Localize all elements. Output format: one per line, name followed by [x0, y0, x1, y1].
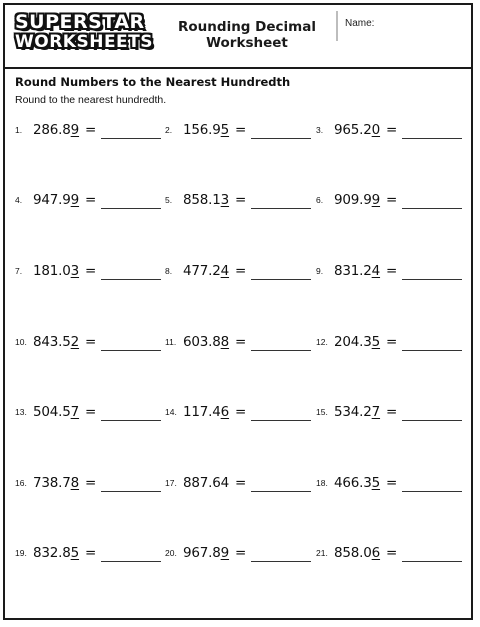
problem-number: 10.: [15, 337, 27, 347]
problem-value: [334, 475, 380, 491]
answer-blank[interactable]: [251, 279, 311, 280]
problem-value-digits: 909.9: [334, 192, 372, 208]
section-title: Round Numbers to the Nearest Hundredth: [15, 75, 291, 89]
problem-value: [183, 334, 229, 350]
problem-value: [183, 475, 229, 491]
equals-sign: =: [85, 334, 97, 350]
problem-number: 19.: [15, 548, 27, 558]
problem-number: 15.: [316, 407, 328, 417]
equals-sign: =: [235, 545, 247, 561]
answer-blank[interactable]: [402, 208, 462, 209]
title-line-1: Rounding Decimal: [178, 19, 316, 35]
problem-value-underlined-digit: 9: [70, 122, 80, 138]
answer-blank[interactable]: [402, 138, 462, 139]
problem-item: [316, 122, 466, 144]
problem-value-underlined-digit: 7: [70, 404, 80, 420]
problem-number: 18.: [316, 478, 328, 488]
problem-number: 4.: [15, 195, 23, 205]
problem-value-underlined-digit: 5: [220, 122, 230, 138]
name-field-label: Name:: [345, 18, 375, 29]
answer-blank[interactable]: [402, 420, 462, 421]
problem-value-digits: 965.2: [334, 122, 372, 138]
answer-blank[interactable]: [101, 491, 161, 492]
problem-item: [316, 192, 466, 214]
problem-item: [15, 404, 165, 426]
problem-number: 6.: [316, 195, 324, 205]
problem-value: [33, 122, 79, 138]
answer-blank[interactable]: [101, 138, 161, 139]
name-divider: [336, 11, 338, 41]
problem-value-underlined-digit: 4: [220, 263, 230, 279]
problem-number: 17.: [165, 478, 177, 488]
problem-value-digits: 858.0: [334, 545, 372, 561]
equals-sign: =: [85, 122, 97, 138]
problem-item: [316, 334, 466, 356]
problem-item: [165, 192, 315, 214]
problem-item: [15, 263, 165, 285]
answer-blank[interactable]: [251, 350, 311, 351]
worksheet-page: [3, 3, 473, 620]
logo-line-top: SUPERSTAR: [15, 11, 145, 33]
problem-number: 3.: [316, 125, 324, 135]
problem-value-digits: 738.7: [33, 475, 71, 491]
equals-sign: =: [386, 192, 398, 208]
problem-number: 9.: [316, 266, 324, 276]
problem-value-underlined-digit: 2: [70, 334, 80, 350]
problem-number: 21.: [316, 548, 328, 558]
equals-sign: =: [386, 334, 398, 350]
equals-sign: =: [85, 545, 97, 561]
problem-value-digits: 947.9: [33, 192, 71, 208]
problem-number: 16.: [15, 478, 27, 488]
problem-value-underlined-digit: 9: [70, 192, 80, 208]
problem-item: [15, 475, 165, 497]
problem-value-digits: 466.3: [334, 475, 372, 491]
equals-sign: =: [386, 404, 398, 420]
problem-value-underlined-digit: 9: [220, 545, 230, 561]
problem-value: [33, 263, 79, 279]
problem-value: [183, 404, 229, 420]
problem-value-underlined-digit: 8: [220, 334, 230, 350]
problem-item: [15, 334, 165, 356]
problem-number: 1.: [15, 125, 23, 135]
problem-item: [165, 545, 315, 567]
problem-number: 7.: [15, 266, 23, 276]
problem-item: [316, 475, 466, 497]
answer-blank[interactable]: [402, 561, 462, 562]
problem-item: [15, 545, 165, 567]
problem-value-underlined-digit: 7: [371, 404, 381, 420]
problem-value-digits: 286.8: [33, 122, 71, 138]
problem-value-digits: 832.8: [33, 545, 71, 561]
answer-blank[interactable]: [101, 561, 161, 562]
problem-number: 8.: [165, 266, 173, 276]
problem-value-underlined-digit: 0: [371, 122, 381, 138]
problem-item: [165, 122, 315, 144]
answer-blank[interactable]: [251, 208, 311, 209]
problem-value-digits: 603.8: [183, 334, 221, 350]
problem-value: [33, 334, 79, 350]
equals-sign: =: [235, 475, 247, 491]
equals-sign: =: [386, 263, 398, 279]
problem-value: [334, 192, 380, 208]
equals-sign: =: [85, 263, 97, 279]
problem-number: 11.: [165, 337, 177, 347]
answer-blank[interactable]: [251, 138, 311, 139]
problem-value: [334, 263, 380, 279]
title-line-2: Worksheet: [206, 35, 288, 51]
problem-value-underlined-digit: 5: [371, 334, 381, 350]
problem-item: [15, 122, 165, 144]
equals-sign: =: [85, 475, 97, 491]
answer-blank[interactable]: [402, 279, 462, 280]
problem-value-underlined-digit: 3: [70, 263, 80, 279]
problem-item: [316, 404, 466, 426]
equals-sign: =: [386, 475, 398, 491]
problem-number: 14.: [165, 407, 177, 417]
problem-item: [165, 334, 315, 356]
problem-value: [183, 192, 229, 208]
problem-value-digits: 843.5: [33, 334, 71, 350]
problem-item: [316, 545, 466, 567]
problem-value-digits: 967.8: [183, 545, 221, 561]
problem-value-digits: 887.64: [183, 475, 230, 491]
equals-sign: =: [235, 192, 247, 208]
problem-number: 5.: [165, 195, 173, 205]
problem-value-underlined-digit: 6: [220, 404, 230, 420]
equals-sign: =: [85, 404, 97, 420]
problem-item: [165, 475, 315, 497]
problem-value-digits: 504.5: [33, 404, 71, 420]
header-divider: [5, 67, 471, 69]
problem-value: [33, 545, 79, 561]
problem-number: 2.: [165, 125, 173, 135]
problem-number: 12.: [316, 337, 328, 347]
problem-value: [334, 122, 380, 138]
problem-value: [183, 122, 229, 138]
problem-value-underlined-digit: 6: [371, 545, 381, 561]
equals-sign: =: [235, 122, 247, 138]
problem-value-digits: 117.4: [183, 404, 221, 420]
problem-number: 13.: [15, 407, 27, 417]
answer-blank[interactable]: [101, 350, 161, 351]
superstar-worksheets-logo: [15, 13, 160, 51]
worksheet-title: [172, 19, 322, 51]
answer-blank[interactable]: [251, 491, 311, 492]
problem-value: [334, 404, 380, 420]
problem-value-digits: 181.0: [33, 263, 71, 279]
problem-value: [334, 545, 380, 561]
problem-value-underlined-digit: 4: [371, 263, 381, 279]
problem-value-underlined-digit: 5: [371, 475, 381, 491]
problem-value-underlined-digit: 3: [220, 192, 230, 208]
answer-blank[interactable]: [251, 420, 311, 421]
answer-blank[interactable]: [101, 420, 161, 421]
problem-value: [33, 404, 79, 420]
problem-value-underlined-digit: 9: [371, 192, 381, 208]
equals-sign: =: [85, 192, 97, 208]
problem-value: [183, 545, 229, 561]
problem-value: [183, 263, 229, 279]
problem-number: 20.: [165, 548, 177, 558]
answer-blank[interactable]: [251, 561, 311, 562]
equals-sign: =: [386, 122, 398, 138]
equals-sign: =: [235, 404, 247, 420]
worksheet-header: [5, 5, 471, 67]
problem-item: [15, 192, 165, 214]
problem-item: [165, 404, 315, 426]
logo-line-bottom: WORKSHEETS: [15, 32, 154, 52]
answer-blank[interactable]: [101, 208, 161, 209]
equals-sign: =: [235, 334, 247, 350]
instructions: Round to the nearest hundredth.: [15, 94, 167, 106]
problem-value-digits: 204.3: [334, 334, 372, 350]
problem-value-underlined-digit: 8: [70, 475, 80, 491]
problem-value: [33, 192, 79, 208]
problem-value: [33, 475, 79, 491]
equals-sign: =: [235, 263, 247, 279]
answer-blank[interactable]: [402, 350, 462, 351]
problem-value-digits: 831.2: [334, 263, 372, 279]
problem-value-digits: 477.2: [183, 263, 221, 279]
problem-value-underlined-digit: 5: [70, 545, 80, 561]
equals-sign: =: [386, 545, 398, 561]
problem-value-digits: 156.9: [183, 122, 221, 138]
answer-blank[interactable]: [101, 279, 161, 280]
problem-value-digits: 858.1: [183, 192, 221, 208]
problem-value: [334, 334, 380, 350]
problem-item: [165, 263, 315, 285]
answer-blank[interactable]: [402, 491, 462, 492]
problem-item: [316, 263, 466, 285]
problem-value-digits: 534.2: [334, 404, 372, 420]
